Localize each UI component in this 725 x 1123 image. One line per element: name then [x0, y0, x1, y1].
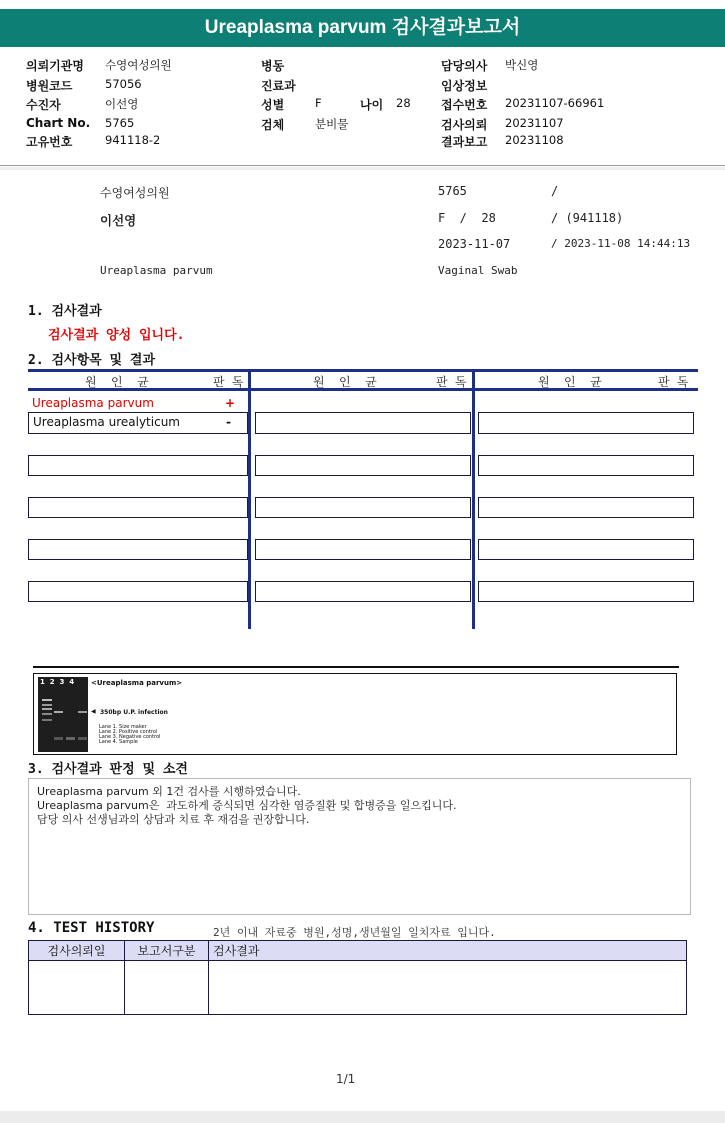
empty-cell [478, 539, 694, 560]
col-organism-1: 원 인 균 [85, 375, 149, 389]
section2-title: 2. 검사항목 및 결과 [28, 353, 156, 368]
gel-legend-3: Lane 3. Negative control [99, 734, 161, 740]
summary-request-date: 2023-11-07 [438, 237, 511, 251]
hospital-code-value: 57056 [105, 77, 142, 91]
chart-label: Chart No. [26, 116, 91, 130]
specimen-value: 분비물 [315, 117, 349, 131]
report-value: 20231108 [505, 133, 564, 147]
sex-value: F [315, 96, 322, 110]
summary-institution: 수영여성의원 [100, 186, 170, 200]
patient-label: 수진자 [26, 98, 61, 112]
age-label: 나이 [360, 98, 384, 112]
history-cell [209, 961, 687, 1015]
page-number: 1/1 [336, 1072, 356, 1086]
gel-title: <Ureaplasma parvum> [91, 679, 183, 687]
table-top-rule [28, 369, 698, 372]
institution-value: 수영여성의원 [105, 58, 172, 72]
col-judgment-1: 판 독 [213, 375, 244, 389]
organism-name: Ureaplasma urealyticum [33, 415, 180, 429]
doctor-label: 담당의사 [441, 59, 488, 73]
history-cell [125, 961, 209, 1015]
history-col-type: 보고서구분 [125, 941, 209, 961]
gel-legend-2: Lane 2. Positive control [99, 729, 158, 735]
judgment-negative: - [226, 415, 231, 429]
patient-value: 이선영 [105, 97, 139, 111]
col-judgment-2: 판 독 [436, 375, 467, 389]
summary-chart: 5765 [438, 184, 467, 198]
section3-title: 3. 검사결과 판정 및 소견 [28, 762, 188, 777]
institution-label: 의뢰기관명 [26, 59, 84, 73]
header-divider-shadow [0, 167, 725, 170]
gel-legend-1: Lane 1. Size maker [99, 724, 147, 730]
empty-cell [28, 497, 248, 518]
age-value: 28 [396, 96, 411, 110]
history-empty-row [29, 961, 687, 1015]
col-judgment-3: 판 독 [658, 375, 689, 389]
clinical-label: 임상정보 [441, 79, 488, 93]
column-divider [472, 369, 475, 629]
section1-title: 1. 검사결과 [28, 304, 102, 319]
empty-cell [478, 412, 694, 434]
gel-band-label: 350bp U.P. infection [100, 709, 168, 716]
gel-top-rule [33, 666, 679, 668]
summary-uid: / (941118) [551, 211, 624, 225]
empty-cell [478, 455, 694, 476]
receipt-label: 접수번호 [441, 98, 488, 112]
summary-sex-age: F / 28 [438, 211, 496, 225]
page-bottom-strip [0, 1111, 725, 1123]
col-organism-3: 원 인 균 [538, 375, 602, 389]
judgment-positive: + [225, 396, 236, 410]
organism-name: Ureaplasma parvum [32, 396, 154, 410]
summary-specimen: Vaginal Swab [438, 264, 518, 277]
empty-cell [255, 581, 471, 602]
history-col-result: 검사결과 [209, 941, 687, 961]
result-row [28, 394, 246, 414]
report-title: Ureaplasma parvum 검사결과보고서 [0, 9, 725, 47]
empty-cell [478, 497, 694, 518]
gel-lane-labels: 1 2 3 4 [40, 678, 75, 686]
dept-label: 진료과 [261, 79, 296, 93]
header-divider [0, 165, 725, 166]
section4-title: 4. TEST HISTORY [28, 920, 155, 936]
section1-result: 검사결과 양성 입니다. [48, 328, 185, 343]
section4-note: 2년 이내 자료중 병원,성명,생년월일 일치자료 입니다. [213, 926, 496, 939]
uid-value: 941118-2 [105, 133, 161, 147]
history-col-date: 검사의뢰일 [29, 941, 125, 961]
receipt-value: 20231107-66961 [505, 96, 605, 110]
history-table [28, 940, 687, 1015]
report-label: 결과보고 [441, 135, 488, 149]
opinion-line: 담당 의사 선생님과의 상담과 치료 후 재검을 권장합니다. [37, 813, 310, 826]
empty-cell [255, 497, 471, 518]
column-divider [248, 369, 251, 629]
empty-cell [28, 581, 248, 602]
opinion-line: Ureaplasma parvum은 과도하게 증식되면 심각한 염증질환 및 합병증을 일으킵니다. [37, 799, 457, 812]
history-header-row [29, 941, 687, 961]
summary-test: Ureaplasma parvum [100, 264, 213, 277]
opinion-line: Ureaplasma parvum 외 1건 검사를 시행하였습니다. [37, 785, 301, 798]
gel-bands [38, 677, 88, 752]
col-organism-2: 원 인 균 [313, 375, 377, 389]
history-cell [29, 961, 125, 1015]
empty-cell [255, 539, 471, 560]
request-value: 20231107 [505, 116, 564, 130]
empty-cell [255, 412, 471, 434]
summary-slash: / [551, 184, 559, 198]
summary-report-datetime: / 2023-11-08 14:44:13 [551, 237, 691, 250]
summary-patient: 이선영 [100, 213, 137, 228]
empty-cell [28, 455, 248, 476]
chart-value: 5765 [105, 116, 135, 130]
doctor-value: 박신영 [505, 58, 539, 72]
empty-cell [255, 455, 471, 476]
gel-image [38, 677, 88, 752]
request-label: 검사의뢰 [441, 118, 488, 132]
ward-label: 병동 [261, 59, 285, 73]
hospital-code-label: 병원코드 [26, 79, 73, 93]
sex-label: 성별 [261, 98, 285, 112]
empty-cell [478, 581, 694, 602]
gel-arrow-icon: ◀ [91, 708, 96, 715]
empty-cell [28, 539, 248, 560]
gel-legend-4: Lane 4. Sample [99, 739, 138, 745]
result-row [28, 412, 248, 434]
uid-label: 고유번호 [26, 135, 73, 149]
specimen-label: 검체 [261, 118, 285, 132]
